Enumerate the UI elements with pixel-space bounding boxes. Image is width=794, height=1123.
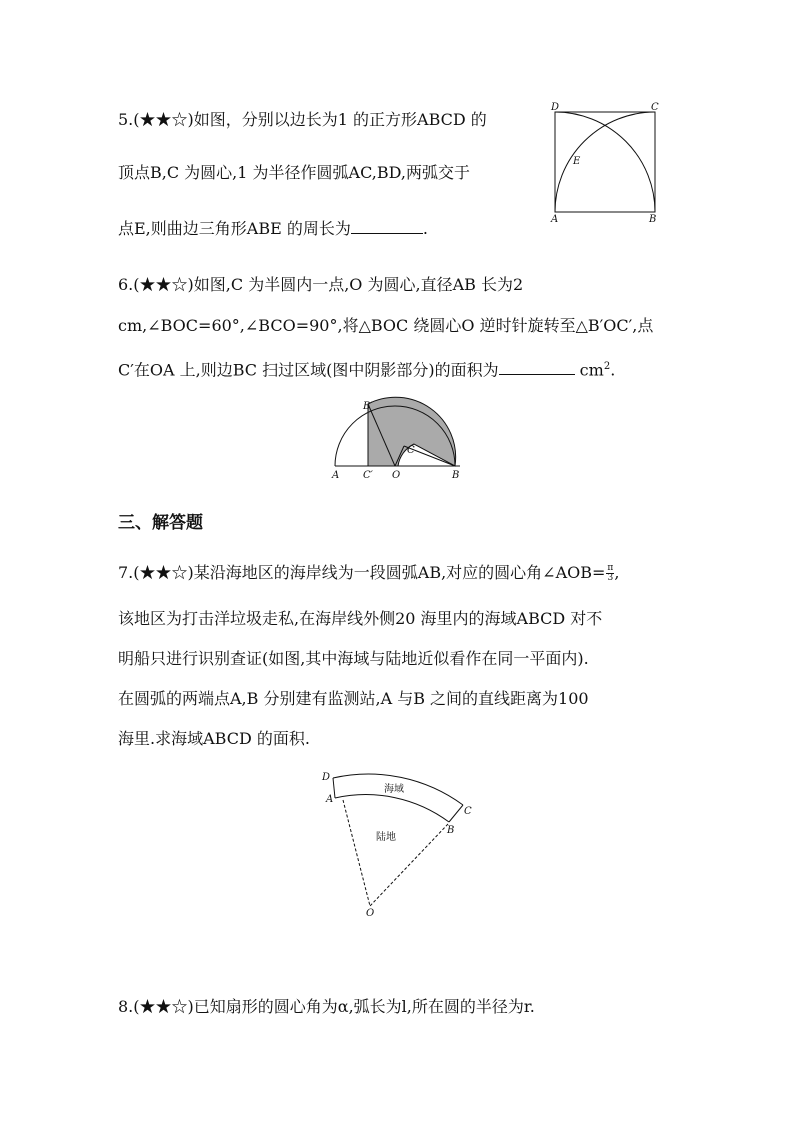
q7-figure-sector — [318, 768, 478, 923]
q7-dashed-oa — [343, 800, 370, 906]
q8-number: 8.( — [118, 997, 140, 1016]
q7-line3 — [118, 649, 589, 669]
q7-fraction-numerator: π — [607, 563, 614, 573]
q6-text-2: cm,∠BOC=60°,∠BCO=90°,将△BOC 绕圆心O 逆时针旋转至△B′OC′,点 — [118, 316, 654, 335]
q5-line1 — [118, 110, 487, 130]
q6-text-1: )如图,C 为半圆内一点,O 为圆心,直径AB 长为2 — [187, 275, 524, 294]
q6-unit: cm — [574, 360, 604, 380]
q8-difficulty-stars: ★★☆ — [139, 997, 188, 1016]
q7-difficulty-stars: ★★☆ — [139, 563, 188, 582]
q6-line2 — [118, 316, 653, 336]
q7-line4 — [118, 689, 589, 709]
q5-label-c: C — [651, 102, 659, 113]
q5-label-a: A — [551, 214, 559, 225]
q7-arc-ab — [335, 795, 449, 822]
q5-number: 5.( — [118, 110, 140, 129]
q7-label-sea: 海域 — [384, 784, 404, 795]
q6-label-c: C — [407, 445, 415, 456]
q7-fraction-denominator: 3 — [607, 573, 614, 583]
q6-unit-exponent: 2 — [603, 361, 611, 372]
q7-text-4: 在圆弧的两端点A,B 分别建有监测站,A 与B 之间的直线距离为100 — [118, 689, 589, 708]
q7-label-land: 陆地 — [376, 832, 396, 843]
q7-text-5: 海里.求海域ABCD 的面积. — [118, 729, 310, 748]
q7-text-2: 该地区为打击洋垃圾走私,在海岸线外侧20 海里内的海域ABCD 对不 — [118, 609, 603, 628]
q7-label-b: B — [447, 825, 455, 836]
section-heading: 三、解答题 — [118, 513, 203, 533]
q6-number: 6.( — [118, 275, 140, 294]
q6-label-bp: B′ — [363, 401, 373, 412]
q5-line3 — [118, 217, 428, 239]
q8-text-1: )已知扇形的圆心角为α,弧长为l,所在圆的半径为r. — [187, 997, 535, 1016]
q5-figure-square-arcs — [548, 100, 668, 225]
q7-segment-da — [333, 778, 335, 798]
q6-line3 — [118, 357, 615, 380]
q5-difficulty-stars: ★★☆ — [139, 110, 188, 129]
q6-label-o: O — [392, 470, 401, 481]
q7-line1 — [118, 563, 619, 583]
q7-label-c: C — [464, 806, 472, 817]
q5-text-3: 点E,则曲边三角形ABE 的周长为 — [118, 219, 351, 238]
q6-label-a: A — [332, 470, 340, 481]
q8-line1 — [118, 997, 535, 1017]
q7-text-1-end: , — [614, 563, 620, 582]
q5-label-e: E — [573, 156, 581, 167]
q7-number: 7.( — [118, 563, 140, 582]
q6-answer-blank[interactable] — [499, 358, 575, 375]
q7-text-3: 明船只进行识别查证(如图,其中海域与陆地近似看作在同一平面内). — [118, 649, 589, 668]
q5-label-d: D — [551, 102, 560, 113]
q5-answer-blank[interactable] — [351, 217, 423, 234]
q6-line1 — [118, 275, 523, 295]
q7-line2 — [118, 609, 602, 629]
q6-label-b: B — [452, 470, 460, 481]
q6-text-end: . — [610, 360, 616, 380]
q5-line2 — [118, 163, 470, 183]
q7-label-d: D — [322, 772, 331, 783]
q7-text-1: )某沿海地区的海岸线为一段圆弧AB,对应的圆心角∠AOB= — [187, 563, 606, 582]
q7-line5 — [118, 729, 310, 749]
q5-arc-bd — [555, 112, 655, 212]
q5-label-b: B — [649, 214, 657, 225]
q5-text-end: . — [422, 219, 428, 238]
q5-arc-ac — [555, 112, 655, 212]
q7-segment-cb — [449, 805, 463, 822]
q6-difficulty-stars: ★★☆ — [139, 275, 188, 294]
q7-label-o: O — [366, 908, 375, 919]
q5-text-2: 顶点B,C 为圆心,1 为半径作圆弧AC,BD,两弧交于 — [118, 163, 470, 182]
q6-text-3: C′在OA 上,则边BC 扫过区域(图中阴影部分)的面积为 — [118, 360, 499, 380]
q5-square — [555, 112, 655, 212]
q7-label-a: A — [326, 794, 334, 805]
q5-text-1: )如图，分别以边长为1 的正方形ABCD 的 — [187, 110, 487, 129]
q6-figure-semicircle — [330, 398, 465, 483]
q6-label-cp: C′ — [363, 470, 373, 481]
